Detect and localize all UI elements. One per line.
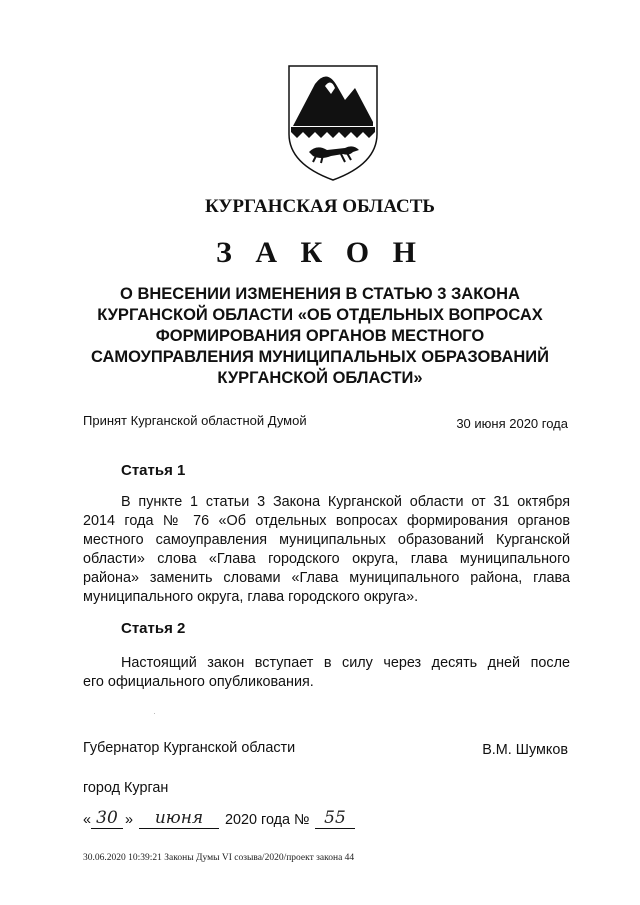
article-line: Настоящий закон вступает в силу через десять дней после (121, 655, 570, 671)
subtitle-line: КУРГАНСКОЙ ОБЛАСТИ «ОБ ОТДЕЛЬНЫХ ВОПРОСАХ (97, 306, 543, 324)
article-1-heading: Статья 1 (121, 462, 186, 479)
subtitle-line: КУРГАНСКОЙ ОБЛАСТИ» (217, 369, 423, 387)
kurgan-coat-of-arms-icon (287, 64, 379, 182)
article-line: его официального опубликования. (83, 674, 314, 690)
region-title: КУРГАНСКАЯ ОБЛАСТЬ (205, 196, 435, 217)
document-footer: 30.06.2020 10:39:21 Законы Думы VI созыва/2020/проект закона 44 (83, 853, 355, 863)
adoption-date: 30 июня 2020 года (456, 416, 568, 431)
adoption-text: Принят Курганской областной Думой (83, 413, 307, 428)
open-quote: « (83, 812, 92, 828)
law-title: З А К О Н (216, 236, 424, 269)
subtitle-line: САМОУПРАВЛЕНИЯ МУНИЦИПАЛЬНЫХ ОБРАЗОВАНИЙ (90, 348, 550, 366)
place-of-signing: город Курган (83, 780, 169, 796)
scan-speck (154, 713, 155, 714)
signatory-name: В.М. Шумков (482, 742, 568, 758)
handwritten-day: 30 (91, 808, 123, 829)
year-and-number-label: 2020 года № (225, 812, 310, 828)
subtitle-line: ФОРМИРОВАНИЯ ОРГАНОВ МЕСТНОГО (155, 327, 485, 345)
law-subtitle (70, 284, 570, 389)
signing-date-line (83, 809, 383, 835)
article-line: района» заменить словами «Глава муниципального района, глава (83, 570, 570, 586)
handwritten-number: 55 (315, 808, 355, 829)
subtitle-line: О ВНЕСЕНИИ ИЗМЕНЕНИЯ В СТАТЬЮ 3 ЗАКОНА (120, 285, 520, 303)
article-line: области» слова «Глава городского округа, глава муниципального (83, 551, 570, 567)
article-1-text (83, 493, 570, 607)
handwritten-month: июня (139, 808, 219, 829)
article-line: муниципального округа, глава городского округа». (83, 589, 419, 605)
close-quote: » (125, 812, 134, 828)
signatory-title: Губернатор Курганской области (83, 740, 296, 756)
article-2-text (83, 654, 570, 692)
article-line: 2014 года № 76 «Об отдельных вопросах формирования органов (83, 513, 570, 529)
article-2-heading: Статья 2 (121, 620, 186, 637)
article-line: В пункте 1 статьи 3 Закона Курганской области от 31 октября (121, 494, 570, 510)
article-line: местного самоуправления муниципальных образований Курганской (83, 532, 570, 548)
